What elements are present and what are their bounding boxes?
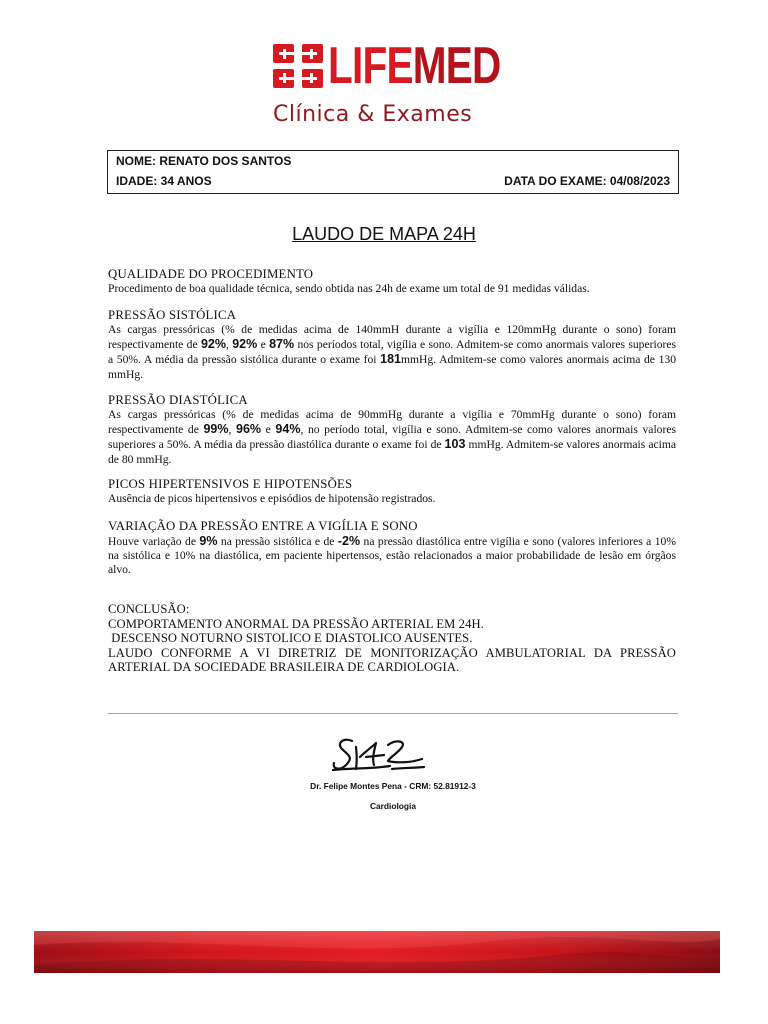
clinic-logo <box>0 37 768 130</box>
section-heading: VARIAÇÃO DA PRESSÃO ENTRE A VIGÍLIA E SONO <box>108 519 418 533</box>
section-variation <box>108 519 676 578</box>
diastolic-mean: 103 <box>444 437 466 452</box>
footer-band <box>34 931 720 973</box>
report-title: LAUDO DE MAPA 24H <box>292 224 476 244</box>
section-text: As cargas pressóricas (% de medidas acima de 90mmHg durante a vigília e 70mmHg durante o sono) foram respectivamente de 99%, 96% e 94%, no período total, vigília e sono. Admitem-se como valores anormais valores superiores a 50%. A média da pressão diastólica durante o exame foi de 103 mmHg. Admitem-se valores anormais acima de 80 mmHg. <box>108 408 676 466</box>
doctor-specialty: Cardiologia <box>369 801 417 811</box>
diastolic-load-wake: 96% <box>236 422 262 437</box>
exam-date: DATA DO EXAME: 04/08/2023 <box>504 174 670 188</box>
patient-name: NOME: RENATO DOS SANTOS <box>116 154 292 168</box>
systolic-load-total: 92% <box>200 337 226 352</box>
systolic-variation: 9% <box>199 534 218 548</box>
conclusion-line-1: COMPORTAMENTO ANORMAL DA PRESSÃO ARTERIAL EM 24H. <box>108 616 484 631</box>
systolic-load-sleep: 87% <box>269 337 295 352</box>
section-text: Ausência de picos hipertensivos e episódios de hipotensão registrados. <box>108 492 436 505</box>
section-text: As cargas pressóricas (% de medidas acima de 140mmH durante a vigília e 120mmHg durante o sono) foram respectivamente de 92%, 92% e 87% nos períodos total, vigília e sono. Admitem-se como anormais valores superiores a 50%. A média da pressão sistólica durante o exame foi 181mmHg. Admitem-se como valores anormais acima de 130 mmHg. <box>108 323 677 381</box>
logo-word-life: LIFE <box>328 37 413 95</box>
section-heading: PICOS HIPERTENSIVOS E HIPOTENSÕES <box>108 477 353 491</box>
section-heading: QUALIDADE DO PROCEDIMENTO <box>108 267 314 281</box>
section-peaks <box>108 477 676 506</box>
section-heading: PRESSÃO SISTÓLICA <box>108 308 237 322</box>
doctor-name: Dr. Felipe Montes Pena - CRM: 52.81912-3 <box>310 781 476 791</box>
systolic-load-wake: 92% <box>232 337 258 352</box>
logo-word-med: MED <box>412 37 501 95</box>
diastolic-load-total: 99% <box>203 422 229 437</box>
patient-age: IDADE: 34 ANOS <box>116 174 212 188</box>
section-heading: PRESSÃO DIASTÓLICA <box>108 393 248 407</box>
conclusion-line-3: LAUDO CONFORME A VI DIRETRIZ DE MONITORIZAÇÃO AMBULATORIAL DA PRESSÃO <box>108 645 676 660</box>
handwritten-signature <box>330 733 426 779</box>
section-text: Houve variação de 9% na pressão sistólica e de -2% na pressão diastólica entre vigília e sono (valores inferiores a 10% na sistólica e 10% na diastólica, em paciente hipertensos, estão relacionados a maior probabilidade de lesão em órgãos alvo. <box>108 534 676 577</box>
section-quality <box>108 267 676 296</box>
conclusion-line-4: ARTERIAL DA SOCIEDADE BRASILEIRA DE CARDIOLOGIA. <box>108 660 460 674</box>
logo-wordmark <box>328 36 501 96</box>
conclusion-block <box>108 602 676 675</box>
medical-cross-icon <box>273 44 323 88</box>
divider <box>108 713 678 714</box>
logo-tagline: Clínica & Exames <box>273 102 473 127</box>
diastolic-variation: -2% <box>337 534 361 548</box>
section-systolic <box>108 308 676 382</box>
patient-info-box <box>107 150 679 194</box>
systolic-mean: 181 <box>380 352 401 367</box>
conclusion-label: CONCLUSÃO: <box>108 602 190 616</box>
conclusion-line-2: DESCENSO NOTURNO SISTOLICO E DIASTOLICO AUSENTES. <box>108 631 473 645</box>
section-diastolic <box>108 393 676 467</box>
diastolic-load-sleep: 94% <box>275 422 301 437</box>
section-text: Procedimento de boa qualidade técnica, sendo obtida nas 24h de exame um total de 91 medidas válidas. <box>108 282 590 295</box>
